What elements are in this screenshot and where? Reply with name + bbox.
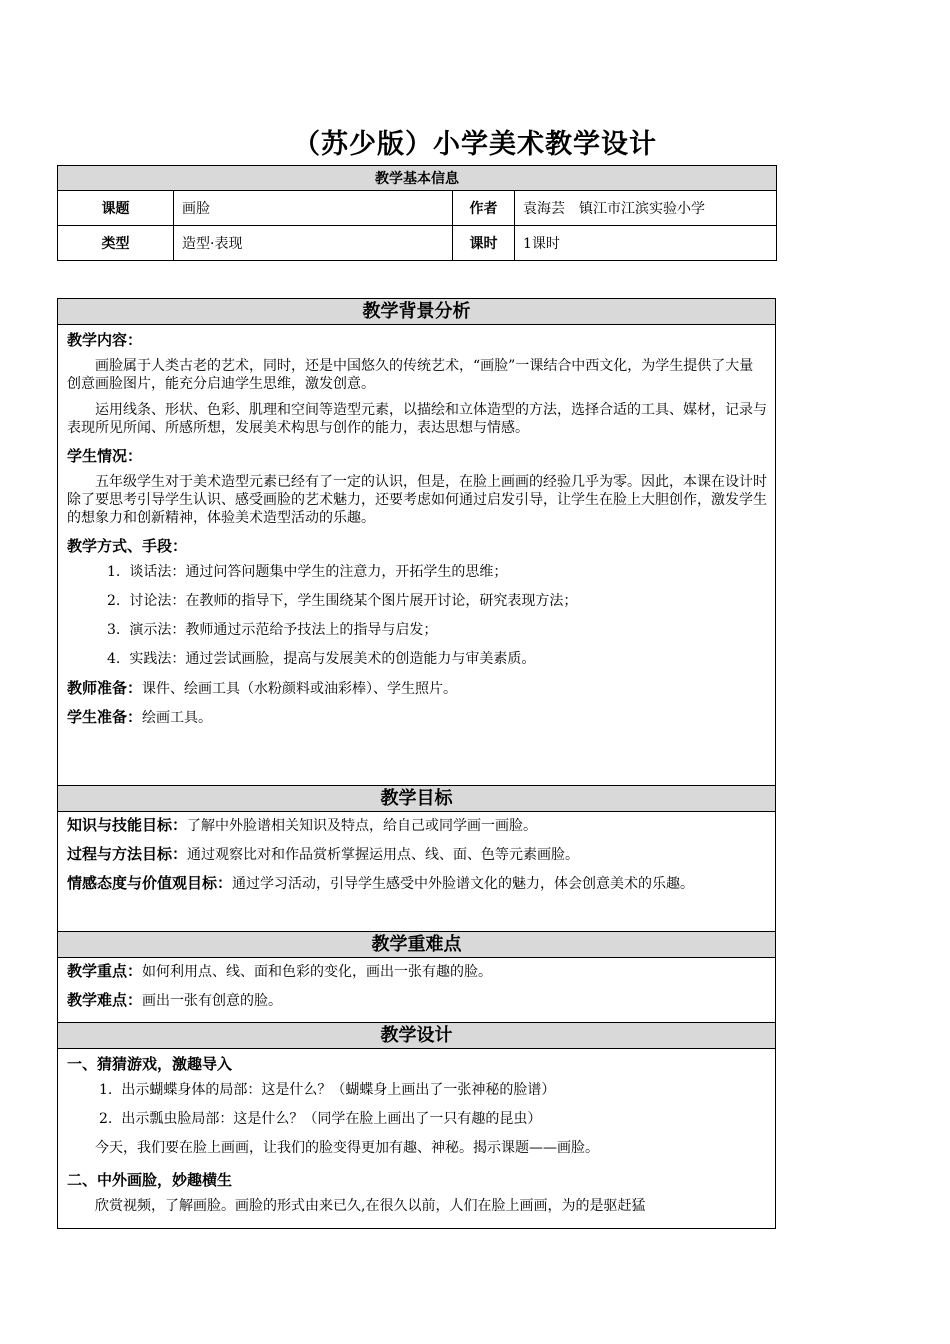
list-item: 4. 实践法：通过尝试画脸，提高与发展美术的创造能力与审美素质。	[107, 651, 536, 667]
methods-heading: 教学方式、手段：	[67, 537, 188, 555]
topic-label: 课题	[58, 191, 174, 226]
list-item: 1. 出示蝴蝶身体的局部：这是什么？（蝴蝶身上画出了一张神秘的脸谱）	[99, 1082, 556, 1098]
process-goal: 过程与方法目标：通过观察比对和作品赏析掌握运用点、线、面、色等元素画脸。	[67, 845, 580, 863]
part1-paragraph: 今天，我们要在脸上画画，让我们的脸变得更加有趣、神秘。揭示课题——画脸。	[95, 1140, 599, 1156]
difficult-point: 教学难点：画出一张有创意的脸。	[67, 991, 283, 1009]
part2-heading: 二、中外画脸，妙趣横生	[67, 1171, 233, 1189]
type-value: 造型·表现	[174, 226, 453, 261]
students-paragraph: 五年级学生对于美术造型元素已经有了一定的认识，但是，在脸上画画的经验几乎为零。因此，本课在设计时除了要思考引导学生认识、感受画脸的艺术魅力，还要考虑如何通过启发引导，让学生在脸上大胆创作，激发学生的想象力和创新精神，体验美术造型活动的乐趣。	[67, 474, 767, 526]
list-item: 2. 出示瓢虫脸局部：这是什么？（同学在脸上画出了一只有趣的昆虫）	[99, 1111, 542, 1127]
student-prep: 学生准备：绘画工具。	[67, 708, 213, 726]
type-label: 类型	[58, 226, 174, 261]
content-heading: 教学内容：	[67, 331, 143, 349]
basic-info-table	[57, 165, 777, 261]
list-item: 3. 演示法：教师通过示范给予技法上的指导与启发；	[107, 622, 438, 638]
topic-value: 画脸	[174, 191, 453, 226]
background-header: 教学背景分析	[58, 299, 775, 325]
document-title: （苏少版）小学美术教学设计	[293, 129, 657, 160]
content-paragraph-2: 运用线条、形状、色彩、肌理和空间等造型元素，以描绘和立体造型的方法，选择合适的工具、媒材，记录与表现所见所闻、所感所想，发展美术构思与创作的能力，表达思想与情感。	[67, 402, 767, 436]
author-value: 袁海芸 镇江市江滨实验小学	[515, 191, 777, 226]
key-points-header: 教学重难点	[58, 932, 775, 958]
design-section	[57, 1022, 776, 1229]
basic-info-header: 教学基本信息	[58, 166, 777, 191]
key-points-section	[57, 931, 776, 1023]
list-item: 2. 讨论法：在教师的指导下，学生围绕某个图片展开讨论，研究表现方法；	[107, 593, 578, 609]
teacher-prep: 教师准备：课件、绘画工具（水粉颜料或油彩棒）、学生照片。	[67, 679, 458, 697]
key-point: 教学重点：如何利用点、线、面和色彩的变化，画出一张有趣的脸。	[67, 962, 493, 980]
emotion-goal: 情感态度与价值观目标：通过学习活动，引导学生感受中外脸谱文化的魅力，体会创意美术的乐趣。	[67, 874, 695, 892]
background-section	[57, 298, 776, 786]
part2-paragraph: 欣赏视频，了解画脸。画脸的形式由来已久,在很久以前，人们在脸上画画，为的是驱赶猛	[95, 1198, 646, 1214]
part1-heading: 一、猜猜游戏，激趣导入	[67, 1055, 233, 1073]
author-label: 作者	[453, 191, 515, 226]
goals-header: 教学目标	[58, 786, 775, 812]
list-item: 1. 谈话法：通过问答问题集中学生的注意力，开拓学生的思维；	[107, 564, 508, 580]
students-heading: 学生情况：	[67, 447, 143, 465]
hours-label: 课时	[453, 226, 515, 261]
goals-section	[57, 785, 776, 932]
hours-value: 1课时	[515, 226, 777, 261]
content-paragraph-1: 画脸属于人类古老的艺术，同时，还是中国悠久的传统艺术，“画脸”一课结合中西文化，为学生提供了大量创意画脸图片，能充分启迪学生思维，激发创意。	[67, 358, 754, 392]
knowledge-goal: 知识与技能目标：了解中外脸谱相关知识及特点，给自己或同学画一画脸。	[67, 816, 538, 834]
design-header: 教学设计	[58, 1023, 775, 1049]
